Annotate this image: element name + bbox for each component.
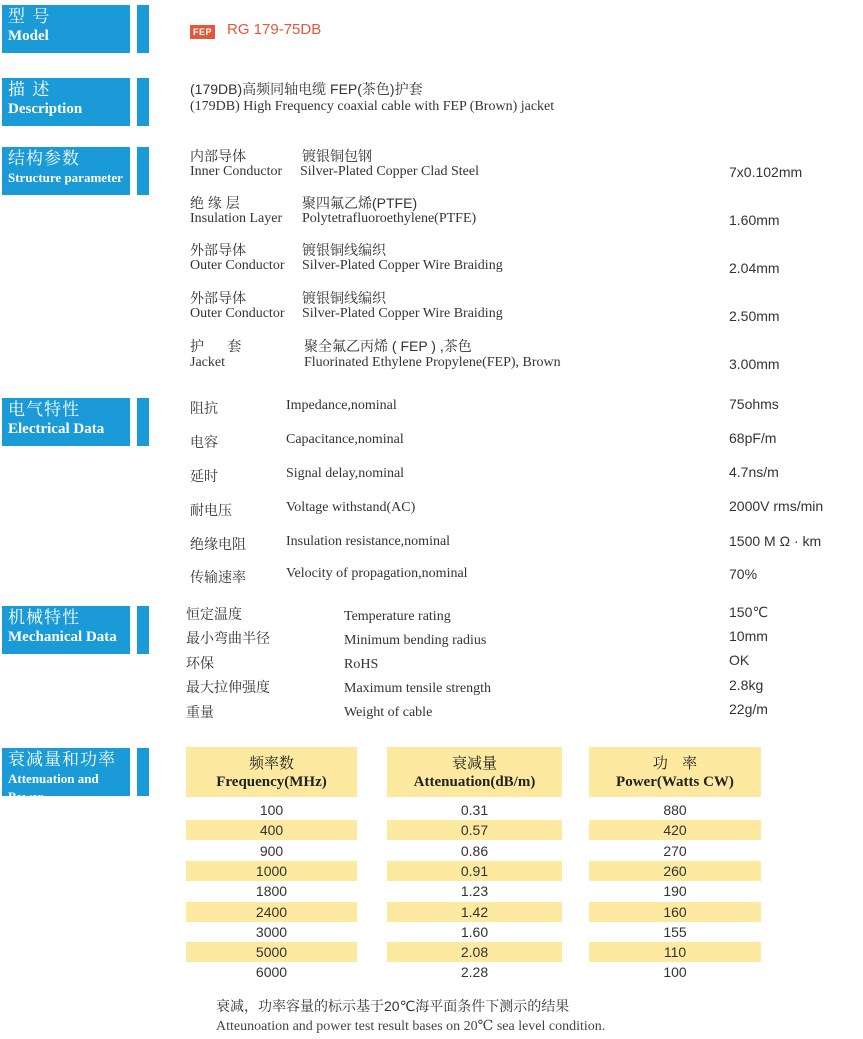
mechanical-label-cn: 重量 <box>186 704 214 720</box>
table-row <box>387 922 562 942</box>
electrical-label-en: Impedance,nominal <box>286 398 397 413</box>
table-row <box>589 820 761 840</box>
table-cell: 190 <box>663 883 687 899</box>
section-title-cn: 结构参数 <box>8 149 80 169</box>
section-strip <box>137 748 149 796</box>
table-row <box>186 861 357 881</box>
table-row <box>589 922 761 942</box>
table-cell: 880 <box>663 802 687 818</box>
section-strip <box>137 147 149 195</box>
table-row <box>387 820 562 840</box>
structure-value: 7x0.102mm <box>729 164 803 180</box>
table-row <box>186 902 357 922</box>
section-tab-attenuation <box>2 748 130 804</box>
section-title-en: Description <box>8 101 83 117</box>
electrical-value: 70% <box>729 566 758 582</box>
table-cell: 0.31 <box>460 802 489 818</box>
table-header-attenuation <box>387 747 562 797</box>
electrical-value: 75ohms <box>729 396 779 412</box>
table-cell: 1.60 <box>460 924 489 940</box>
electrical-label-cn: 阻抗 <box>190 400 218 416</box>
table-header-en: Attenuation(dB/m) <box>413 774 536 790</box>
note-cn: 衰减，功率容量的标示基于20℃海平面条件下测示的结果 <box>216 998 570 1014</box>
table-row <box>186 820 357 840</box>
electrical-label-cn: 耐电压 <box>190 502 232 518</box>
mechanical-label-cn: 最小弯曲半径 <box>186 630 270 646</box>
section-tab-model <box>2 5 130 53</box>
section-tab-structure <box>2 147 130 195</box>
table-header-cn: 衰减量 <box>451 754 497 772</box>
table-row <box>589 962 761 982</box>
table-row <box>186 881 357 901</box>
table-cell: 2400 <box>255 904 288 920</box>
table-row <box>387 902 562 922</box>
table-cell: 110 <box>663 944 687 960</box>
structure-value-en: Silver-Plated Copper Wire Braiding <box>302 306 503 321</box>
section-title-en: Attenuation and Power <box>8 771 99 804</box>
electrical-label-en: Velocity of propagation,nominal <box>286 566 468 581</box>
electrical-label-en: Insulation resistance,nominal <box>286 534 451 549</box>
table-cell: 155 <box>663 924 687 940</box>
structure-label-cn: 护 套 <box>190 338 242 354</box>
mechanical-value: OK <box>729 652 750 668</box>
table-cell: 1000 <box>255 863 288 879</box>
structure-label-en: Jacket <box>190 355 225 370</box>
section-title-en: Electrical Data <box>8 421 105 437</box>
mechanical-label-en: Temperature rating <box>344 609 451 624</box>
electrical-value: 68pF/m <box>729 430 777 446</box>
electrical-label-en: Capacitance,nominal <box>286 432 404 447</box>
structure-label-cn: 外部导体 <box>190 290 246 306</box>
table-row <box>589 861 761 881</box>
structure-value-cn: 镀银铜线编织 <box>302 242 386 258</box>
section-title-cn: 机械特性 <box>8 608 80 628</box>
electrical-value: 4.7ns/m <box>729 464 779 480</box>
mechanical-value: 10mm <box>729 628 768 644</box>
table-cell: 270 <box>663 843 687 859</box>
structure-label-cn: 绝 缘 层 <box>190 195 240 211</box>
structure-value-en: Silver-Plated Copper Wire Braiding <box>302 258 503 273</box>
section-title-cn: 衰减量和功率 <box>8 750 116 770</box>
table-cell: 0.91 <box>460 863 489 879</box>
structure-value-en: Fluorinated Ethylene Propylene(FEP), Brown <box>304 355 561 370</box>
table-header-power <box>589 747 761 797</box>
description-en: (179DB) High Frequency coaxial cable with FEP (Brown) jacket <box>190 99 555 114</box>
table-cell: 3000 <box>255 924 288 940</box>
electrical-label-en: Signal delay,nominal <box>286 466 405 481</box>
table-cell: 400 <box>259 822 284 838</box>
section-title-cn: 描 述 <box>8 80 51 100</box>
section-title-en: Model <box>8 28 49 44</box>
mechanical-label-en: Maximum tensile strength <box>344 681 491 696</box>
mechanical-value: 2.8kg <box>729 677 764 693</box>
table-cell: 160 <box>663 904 687 920</box>
note-en: Atteunoation and power test result bases on 20℃ sea level condition. <box>216 1019 606 1034</box>
mechanical-label-en: Weight of cable <box>344 705 433 720</box>
mechanical-label-cn: 最大拉伸强度 <box>186 679 270 695</box>
table-cell: 6000 <box>255 964 288 980</box>
mechanical-label-en: Minimum bending radius <box>344 633 487 648</box>
electrical-label-cn: 传输速率 <box>190 569 246 585</box>
table-header-cn: 频率数 <box>248 754 294 772</box>
structure-value-cn: 聚四氟乙烯(PTFE) <box>302 195 418 211</box>
table-header-cn: 功 率 <box>652 754 698 772</box>
structure-label-en: Insulation Layer <box>190 211 283 226</box>
table-row <box>387 962 562 982</box>
table-cell: 900 <box>259 843 284 859</box>
section-title-cn: 电气特性 <box>8 400 80 420</box>
table-row <box>387 881 562 901</box>
table-cell: 1.42 <box>460 904 489 920</box>
structure-label-cn: 内部导体 <box>190 148 246 164</box>
structure-value: 2.50mm <box>729 308 780 324</box>
table-row <box>186 962 357 982</box>
structure-value-en: Polytetrafluoroethylene(PTFE) <box>302 211 477 226</box>
section-title-cn: 型 号 <box>8 7 51 27</box>
mechanical-label-cn: 环保 <box>186 655 214 671</box>
section-tab-description <box>2 78 130 126</box>
table-cell: 100 <box>663 964 687 980</box>
section-strip <box>137 398 149 446</box>
table-cell: 0.57 <box>460 822 489 838</box>
section-tab-electrical <box>2 398 130 446</box>
table-row <box>387 841 562 861</box>
table-row <box>589 841 761 861</box>
structure-value-cn: 聚全氟乙丙烯 ( FEP ) ,茶色 <box>304 338 472 354</box>
table-cell: 1.23 <box>460 883 489 899</box>
model-name: RG 179-75DB <box>227 21 322 38</box>
structure-label-cn: 外部导体 <box>190 242 246 258</box>
electrical-value: 2000V rms/min <box>729 498 824 514</box>
section-title-en: Structure parameter <box>8 170 123 185</box>
table-row <box>387 800 562 820</box>
structure-value-en: Silver-Plated Copper Clad Steel <box>300 164 479 179</box>
section-strip <box>137 5 149 53</box>
structure-label-en: Outer Conductor <box>190 306 285 321</box>
section-title-en: Mechanical Data <box>8 629 117 645</box>
structure-value: 3.00mm <box>729 356 780 372</box>
electrical-value: 1500 M Ω · km <box>729 533 822 549</box>
structure-value-cn: 镀银铜线编织 <box>302 290 386 306</box>
electrical-label-en: Voltage withstand(AC) <box>286 500 416 515</box>
table-row <box>186 841 357 861</box>
description-cn: (179DB)高频同轴电缆 FEP(茶色)护套 <box>190 81 423 97</box>
table-header-frequency <box>186 747 357 797</box>
electrical-label-cn: 绝缘电阻 <box>190 536 246 552</box>
table-row <box>589 942 761 962</box>
mechanical-label-cn: 恒定温度 <box>186 606 242 622</box>
structure-label-en: Outer Conductor <box>190 258 285 273</box>
table-cell: 260 <box>663 863 687 879</box>
table-cell: 2.08 <box>460 944 489 960</box>
table-cell: 0.86 <box>460 843 489 859</box>
structure-value-cn: 镀银铜包钢 <box>302 148 372 164</box>
table-row <box>186 800 357 820</box>
table-row <box>589 881 761 901</box>
fep-badge: FEP <box>190 25 215 39</box>
section-strip <box>137 78 149 126</box>
structure-value: 1.60mm <box>729 212 780 228</box>
mechanical-value: 22g/m <box>729 701 768 717</box>
table-cell: 5000 <box>255 944 288 960</box>
table-row <box>186 922 357 942</box>
section-tab-mechanical <box>2 606 130 654</box>
table-row <box>387 942 562 962</box>
structure-label-en: Inner Conductor <box>190 164 283 179</box>
table-cell: 1800 <box>255 883 288 899</box>
structure-value: 2.04mm <box>729 260 780 276</box>
table-cell: 2.28 <box>460 964 489 980</box>
mechanical-value: 150℃ <box>729 604 769 620</box>
section-strip <box>137 606 149 654</box>
table-header-en: Power(Watts CW) <box>616 774 734 790</box>
table-cell: 100 <box>259 802 284 818</box>
table-cell: 420 <box>663 822 687 838</box>
electrical-label-cn: 延时 <box>190 468 218 484</box>
mechanical-label-en: RoHS <box>344 657 379 672</box>
table-row <box>387 861 562 881</box>
table-row <box>186 942 357 962</box>
electrical-label-cn: 电容 <box>190 434 218 450</box>
table-header-en: Frequency(MHz) <box>216 774 327 790</box>
table-row <box>589 902 761 922</box>
table-row <box>589 800 761 820</box>
